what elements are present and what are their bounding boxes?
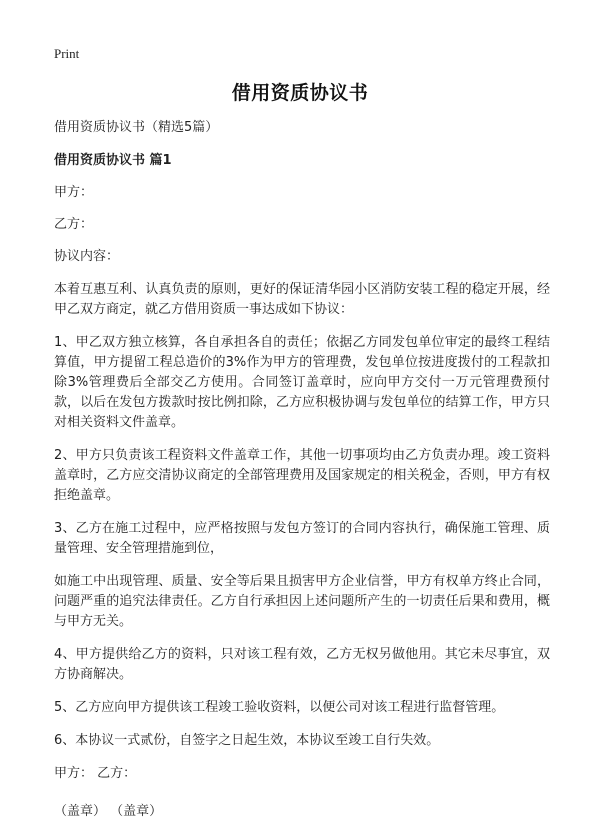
party-b-label: 乙方： bbox=[54, 217, 94, 232]
clause-4: 4、甲方提供给乙方的资料，只对该工程有效，乙方无权另做他用。其它未尽事宜，双方协商解决。 bbox=[54, 647, 550, 682]
print-link[interactable]: Print bbox=[54, 46, 80, 61]
clause-2: 2、甲方只负责该工程资料文件盖章工作，其他一切事项均由乙方负责办理。竣工资料盖章时，乙方应交清协议商定的全部管理费用及国家规定的相关税金，否则，甲方有权拒绝盖章。 bbox=[54, 448, 550, 503]
clause-3-continued: 如施工中出现管理、质量、安全等后果且损害甲方企业信誉，甲方有权单方终止合同，问题严重的追究法律责任。乙方自行承担因上述问题所产生的一切责任后果和费用，概与甲方无关。 bbox=[54, 574, 550, 629]
section-heading: 借用资质协议书 篇1 bbox=[54, 153, 172, 168]
content-label: 协议内容： bbox=[54, 249, 120, 264]
clause-3: 3、乙方在施工过程中，应严格按照与发包方签订的合同内容执行，确保施工管理、质量管理、安全管理措施到位， bbox=[54, 521, 550, 556]
document-subtitle: 借用资质协议书（精选5篇） bbox=[54, 120, 219, 135]
clause-6: 6、本协议一式贰份，自签字之日起生效，本协议至竣工自行失效。 bbox=[54, 733, 440, 748]
clause-5: 5、乙方应向甲方提供该工程竣工验收资料，以便公司对该工程进行监督管理。 bbox=[54, 700, 505, 715]
party-a-label: 甲方： bbox=[54, 185, 94, 200]
document-body bbox=[54, 118, 550, 822]
clause-1: 1、甲乙双方独立核算，各自承担各自的责任；依据乙方同发包单位审定的最终工程结算值，甲方提留工程总造价的3%作为甲方的管理费，发包单位按进度拨付的工程款扣除3%管理费后全部交乙方使用。合同签订盖章时，应向甲方交付一万元管理费预付款，以后在发包方拨款时按比例扣除，乙方应积极协调与发包单位的结算工作，甲方只对相关资料文件盖章。 bbox=[54, 335, 550, 430]
intro-paragraph: 本着互惠互利、认真负责的原则，更好的保证清华园小区消防安装工程的稳定开展，经甲乙双方商定，就乙方借用资质一事达成如下协议： bbox=[54, 282, 550, 317]
signature-line: 甲方： 乙方： bbox=[54, 766, 137, 781]
seal-line: （盖章） （盖章） bbox=[54, 804, 163, 819]
document-title: 借用资质协议书 bbox=[231, 82, 369, 104]
